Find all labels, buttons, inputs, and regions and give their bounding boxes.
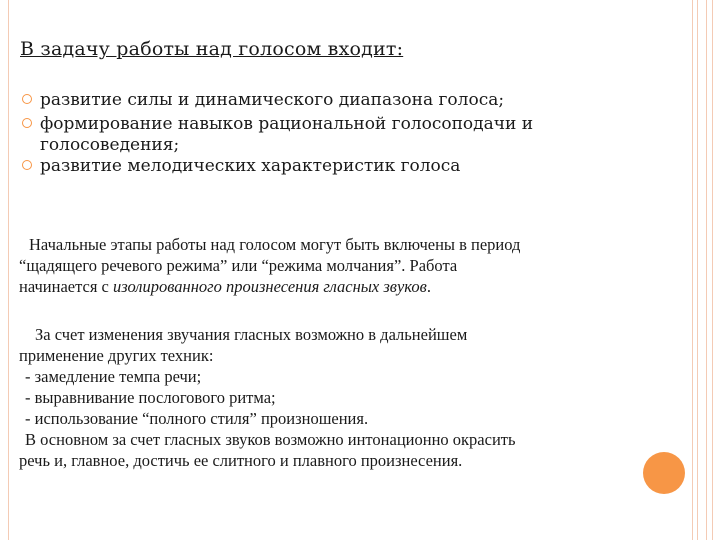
left-border-line bbox=[8, 0, 9, 540]
paragraph-text: . bbox=[426, 277, 431, 296]
paragraph-line: За счет изменения звучания гласных возможно в дальнейшем bbox=[35, 325, 468, 344]
right-border-line bbox=[706, 0, 707, 540]
bullet-item bbox=[22, 114, 672, 156]
bullet-text: развитие мелодических характеристик голоса bbox=[40, 156, 461, 176]
circle-bullet-icon bbox=[22, 118, 32, 128]
orange-circle-decoration bbox=[643, 452, 685, 494]
right-border-line bbox=[692, 0, 693, 540]
paragraph-line: Начальные этапы работы над голосом могут быть включены в период bbox=[29, 235, 521, 254]
right-border-line bbox=[712, 0, 713, 540]
italic-emphasis: изолированного произнесения гласных звуков bbox=[113, 277, 427, 296]
circle-bullet-icon bbox=[22, 160, 32, 170]
list-line: - использование “полного стиля” произношения. bbox=[25, 409, 369, 428]
paragraph-line: речь и, главное, достичь ее слитного и плавного произнесения. bbox=[19, 451, 463, 470]
paragraph-line bbox=[19, 276, 679, 297]
slide-heading: В задачу работы над голосом входит: bbox=[20, 38, 404, 60]
right-border-line bbox=[697, 0, 698, 540]
bullet-list bbox=[22, 90, 672, 180]
bullet-text-continuation: голосоведения; bbox=[40, 135, 180, 155]
paragraph-techniques bbox=[19, 324, 679, 471]
paragraph-text: начинается с bbox=[19, 277, 113, 296]
circle-bullet-icon bbox=[22, 94, 32, 104]
bullet-text: формирование навыков рациональной голосоподачи и bbox=[40, 114, 534, 134]
paragraph-line: “щадящего речевого режима” или “режима молчания”. Работа bbox=[19, 256, 458, 275]
list-line: - выравнивание послогового ритма; bbox=[25, 388, 276, 407]
bullet-text: развитие силы и динамического диапазона голоса; bbox=[40, 90, 505, 110]
paragraph-line: применение других техник: bbox=[19, 346, 214, 365]
list-line: - замедление темпа речи; bbox=[25, 367, 202, 386]
bullet-item bbox=[22, 90, 672, 111]
bullet-item bbox=[22, 156, 672, 177]
paragraph-line: В основном за счет гласных звуков возможно интонационно окрасить bbox=[25, 430, 516, 449]
paragraph-initial-stages bbox=[19, 234, 679, 297]
